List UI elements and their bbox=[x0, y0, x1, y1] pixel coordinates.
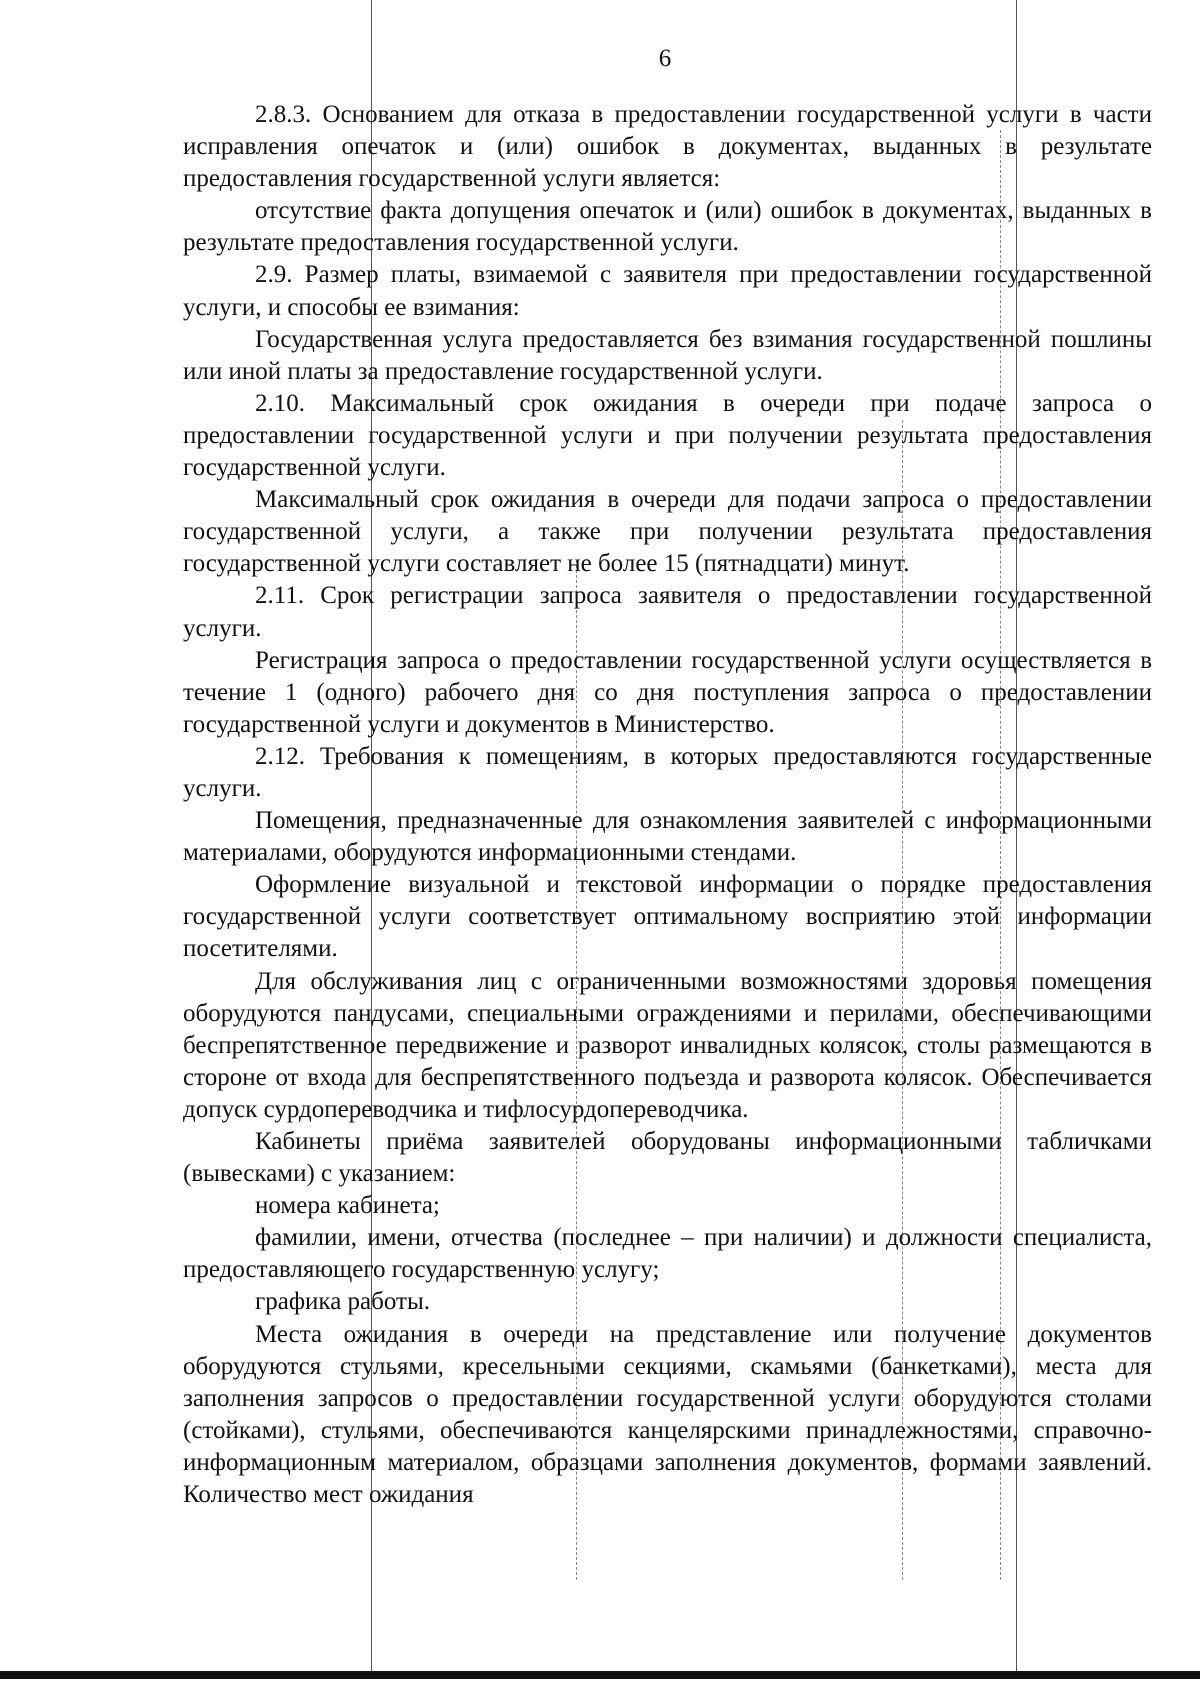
paragraph: номера кабинета; bbox=[255, 1192, 440, 1220]
paragraph: фамилии, имени, отчества (последнее – при наличии) и должности специалиста, предоставляющего государственную услугу; bbox=[183, 1224, 1152, 1284]
scan-bottom-edge bbox=[0, 1671, 1200, 1679]
paragraph: 2.10. Максимальный срок ожидания в очереди при подаче запроса о предоставлении государственной услуги и при получении результата предоставления государственной услуги. bbox=[183, 389, 1152, 482]
paragraph: Места ожидания в очереди на представление или получение документов оборудуются стульями, кресельными секциями, скамьями (банкетками), места для заполнения запросов о предоставлении государственной услуги оборудуются столами (стойками), стульями, обеспечиваются канцелярскими принадлежностями, справочно-информационным материалом, образцами заполнения документов, формами заявлений. Количество мест ожидания bbox=[183, 1320, 1152, 1509]
page-number: 6 bbox=[658, 45, 672, 72]
paragraph: 2.8.3. Основанием для отказа в предоставлении государственной услуги в части исправления опечаток и (или) ошибок в документах, выданных в результате предоставления государственной услуги является: bbox=[183, 101, 1152, 193]
paragraph: графика работы. bbox=[255, 1288, 430, 1316]
paragraph: отсутствие факта допущения опечаток и (или) ошибок в документах, выданных в результате предоставления государственной услуги. bbox=[183, 197, 1152, 257]
paragraph: Оформление визуальной и текстовой информации о порядке предоставления государственной услуги соответствует оптимальному восприятию этой информации посетителями. bbox=[183, 871, 1152, 963]
paragraph: 2.12. Требования к помещениям, в которых предоставляются государственные услуги. bbox=[183, 742, 1152, 802]
paragraph: Для обслуживания лиц с ограниченными возможностями здоровья помещения оборудуются пандусами, специальными ограждениями и перилами, обеспечивающими беспрепятственное передвижение и разворот инвалидных колясок, столы размещаются в стороне от входа для беспрепятственного подъезда и разворота колясок. Обеспечивается допуск сурдопереводчика и тифлосурдопереводчика. bbox=[183, 967, 1152, 1123]
paragraph: Регистрация запроса о предоставлении государственной услуги осуществляется в течение 1 (одного) рабочего дня со дня поступления запроса о предоставлении государственной услуги и документов в Министерство. bbox=[183, 646, 1152, 738]
paragraph: Кабинеты приёма заявителей оборудованы информационными табличками (вывесками) с указанием: bbox=[183, 1128, 1152, 1188]
paragraph: Максимальный срок ожидания в очереди для подачи запроса о предоставлении государственной услуги, а также при получении результата предоставления государственной услуги составляет не более 15 (пятнадцати) минут. bbox=[183, 486, 1152, 578]
paragraph: 2.9. Размер платы, взимаемой с заявителя при предоставлении государственной услуги, и способы ее взимания: bbox=[183, 261, 1152, 321]
paragraph: Помещения, предназначенные для ознакомления заявителей с информационными материалами, оборудуются информационными стендами. bbox=[183, 807, 1152, 867]
paragraph: 2.11. Срок регистрации запроса заявителя о предоставлении государственной услуги. bbox=[183, 582, 1152, 642]
document-body bbox=[183, 99, 1152, 1511]
paragraph: Государственная услуга предоставляется без взимания государственной пошлины или иной платы за предоставление государственной услуги. bbox=[183, 325, 1152, 385]
